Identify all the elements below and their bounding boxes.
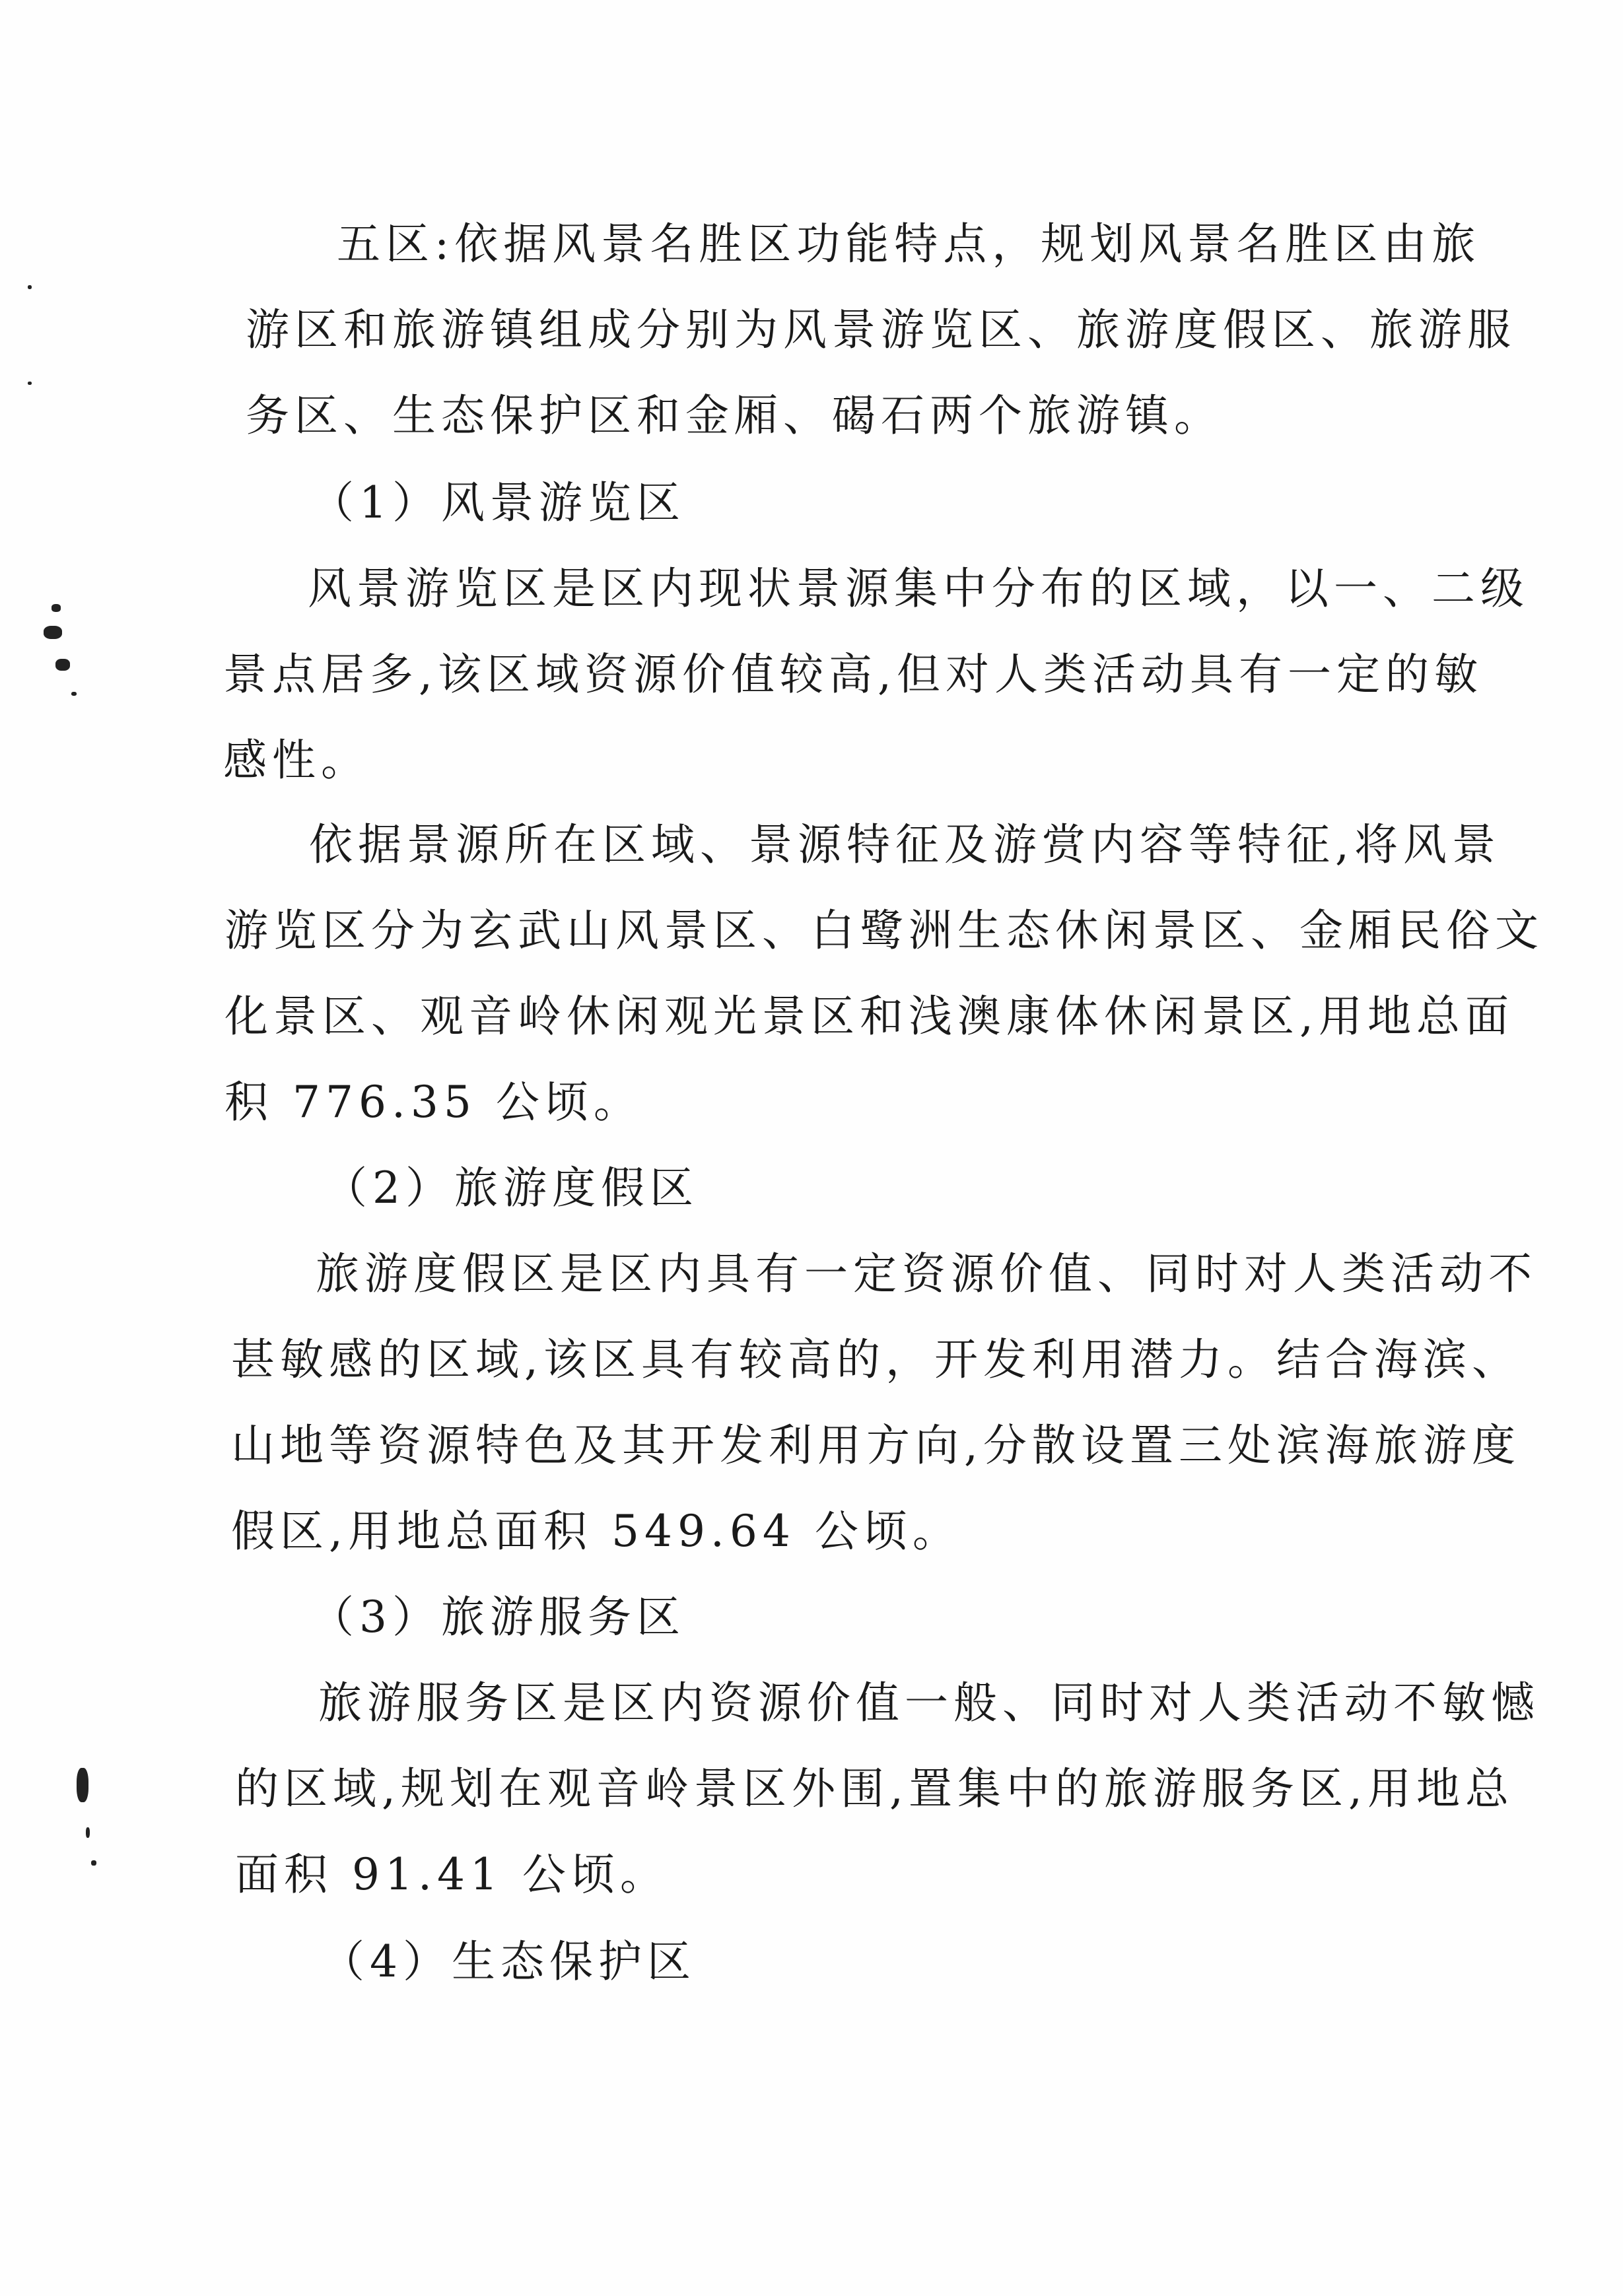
paragraph-line: 化景区、观音岭休闲观光景区和浅澳康体休闲景区,用地总面 [224, 991, 1514, 1042]
paragraph-line: 感性。 [223, 735, 370, 786]
section-heading: （3）旅游服务区 [310, 1592, 685, 1642]
section-heading: （4）生态保护区 [321, 1936, 696, 1987]
paragraph-line: 旅游度假区是区内具有一定资源价值、同时对人类活动不 [316, 1248, 1537, 1299]
scan-speck [91, 1860, 96, 1866]
section-heading: （1）风景游览区 [310, 477, 685, 528]
scan-speck [77, 1768, 88, 1802]
scan-speck [28, 382, 32, 385]
paragraph-line: 的区域,规划在观音岭景区外围,置集中的旅游服务区,用地总 [235, 1763, 1514, 1814]
paragraph-line: 游览区分为玄武山风景区、白鹭洲生态休闲景区、金厢民俗文 [224, 905, 1544, 956]
scan-speck [28, 285, 32, 289]
paragraph-line: 风景游览区是区内现状景源集中分布的区域，以一、二级 [308, 563, 1529, 614]
paragraph-line: 依据景源所在区域、景源特征及游赏内容等特征,将风景 [309, 819, 1501, 870]
paragraph-line: 务区、生态保护区和金厢、碣石两个旅游镇。 [246, 390, 1223, 441]
scan-speck [55, 659, 70, 671]
paragraph-line: 积 776.35 公顷。 [224, 1077, 642, 1128]
scan-speck [52, 604, 61, 612]
paragraph-line: 山地等资源特色及其开发利用方向,分散设置三处滨海旅游度 [231, 1420, 1521, 1471]
paragraph-line: 游区和旅游镇组成分别为风景游览区、旅游度假区、旅游服 [246, 304, 1516, 355]
scan-speck [86, 1827, 90, 1838]
paragraph-line: 旅游服务区是区内资源价值一般、同时对人类活动不敏憾 [318, 1677, 1540, 1728]
scan-speck [71, 692, 77, 696]
paragraph-line: 甚敏感的区域,该区具有较高的，开发利用潜力。结合海滨、 [231, 1334, 1521, 1385]
section-heading: （2）旅游度假区 [324, 1163, 699, 1213]
scan-speck [44, 626, 62, 639]
paragraph-line: 五区:依据风景名胜区功能特点，规划风景名胜区由旅 [337, 219, 1481, 269]
paragraph-line: 假区,用地总面积 549.64 公顷。 [231, 1506, 961, 1557]
paragraph-line: 景点居多,该区域资源价值较高,但对人类活动具有一定的敏 [223, 649, 1483, 700]
paragraph-line: 面积 91.41 公顷。 [235, 1849, 669, 1900]
